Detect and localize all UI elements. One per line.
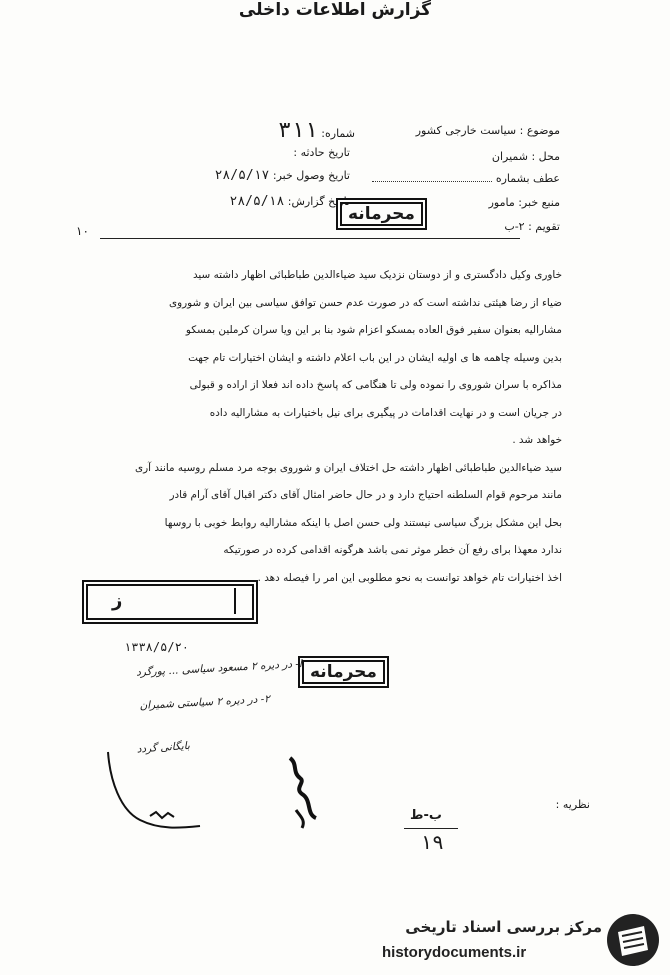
- receipt-date-field: [215, 168, 350, 183]
- logo-text-fa: مرکز بررسی اسناد تاریخی: [405, 918, 602, 936]
- number-field: [278, 118, 355, 143]
- grade-field: [504, 220, 560, 233]
- ref-number: ۱۰: [76, 224, 89, 238]
- body-line: خواهد شد .: [512, 434, 562, 446]
- place-field: [492, 150, 560, 163]
- body-line: ضیاء از رضا هیئتی نداشته است که در صورت عدم حسن توافق سیاسی بین ایران و شوروی: [169, 296, 562, 309]
- event-date-field: [293, 146, 350, 159]
- place-label: محل :: [531, 150, 560, 163]
- archive-logo-text: [380, 918, 602, 936]
- box-stamp-letter: ز: [112, 590, 123, 611]
- body-line: سید ضیاءالدین طباطبائی اظهار داشته حل اختلاف ایران و شوروی بوجه مرد مسلم روسیه مانند آری: [135, 461, 562, 474]
- subject-label: موضوع :: [519, 124, 560, 137]
- place-value: شمیران: [491, 150, 528, 163]
- attachment-label: عطف بشماره: [495, 172, 560, 185]
- body-line: در جریان است و در نهایت اقدامات در پیگیری برای نیل باختیارات به مشارالیه داده: [209, 406, 562, 419]
- confidential-stamp: محرمانه: [336, 198, 427, 230]
- report-date-field: [230, 194, 351, 209]
- handwritten-note-3: بایگانی گردد: [136, 739, 191, 756]
- report-date-label: تاریخ گزارش:: [287, 195, 350, 208]
- grade-value: ۲-ب: [504, 220, 525, 233]
- source-field: [489, 196, 560, 209]
- subject-field: [416, 124, 560, 137]
- handwritten-note-1: ا- در دیره ۲ مسعود سیاسی ... پورگرد: [135, 657, 303, 679]
- receipt-box-stamp: [82, 580, 258, 624]
- archive-logo-icon: [604, 912, 662, 968]
- receipt-date-value: ۲۸/۵/۱۷: [214, 168, 270, 183]
- body-line: خاوری وکیل دادگستری و از دوستان نزدیک سید ضیاءالدین طباطبائی اظهار داشته سید: [192, 269, 562, 281]
- view-label: نظریه :: [555, 798, 590, 811]
- report-date-value: ۲۸/۵/۱۸: [229, 194, 285, 209]
- document-body: [92, 262, 562, 592]
- handwritten-signature: [90, 740, 350, 850]
- document-title: گزارش اطلاعات داخلی: [238, 0, 432, 20]
- page-code-divider: [404, 828, 458, 829]
- box-stamp-mark: [234, 588, 236, 614]
- number-value: ۳۱۱: [278, 118, 318, 143]
- handwritten-note-2: ۲- در دیره ۲ سیاستی شمیران: [139, 693, 271, 712]
- grade-label: تقویم :: [528, 220, 560, 233]
- body-line: بحل این مشکل بزرگ سیاسی نیستند ولی حسن اصل با اینکه مشارالیه روابط خوبی با روسها: [164, 516, 562, 529]
- body-line: ندارد معهذا برای رفع آن خطر موثر نمی باشد هرگونه اقدامی کرده در صورتیکه: [223, 544, 562, 556]
- attachment-field: [372, 172, 560, 185]
- body-line: مانند مرحوم قوام السلطنه احتیاج دارد و در حال حاضر امثال آقای دکتر اقبال آقای آرام قادر: [169, 489, 562, 501]
- number-label: شماره:: [321, 127, 355, 140]
- body-line: اخذ اختیارات تام خواهد توانست به نحو مطلوبی این امر را فیصله دهد .: [257, 571, 562, 584]
- logo-text-en: historydocuments.ir: [382, 944, 527, 961]
- event-date-label: تاریخ حادثه :: [293, 146, 350, 159]
- source-value: مامور: [488, 196, 515, 209]
- subject-value: سیاست خارجی کشور: [415, 124, 517, 137]
- confidential-stamp-2: محرمانه: [298, 656, 389, 688]
- source-label: منبع خبر:: [518, 196, 560, 209]
- page-number: ۱۹: [420, 830, 445, 854]
- page-code: ب-ط: [410, 808, 442, 823]
- body-line: بدین وسیله چاهمه ها ی اولیه ایشان در این باب اعلام داشته و ایشان اختیارات تام جهت: [188, 351, 562, 364]
- footer-date: ۱۳۳۸/۵/۲۰: [124, 640, 190, 654]
- body-line: مشارالیه بعنوان سفیر فوق العاده بمسکو اعزام شود بنا بر این ویا سران کرملین بمسکو: [185, 324, 562, 336]
- body-line: مذاکره با سران شوروی را نموده ولی تا هنگامی که پاسخ داده اند فعلا از اراده و قبولی: [189, 379, 562, 391]
- receipt-date-label: تاریخ وصول خبر:: [272, 169, 350, 182]
- header-separator: [100, 238, 520, 239]
